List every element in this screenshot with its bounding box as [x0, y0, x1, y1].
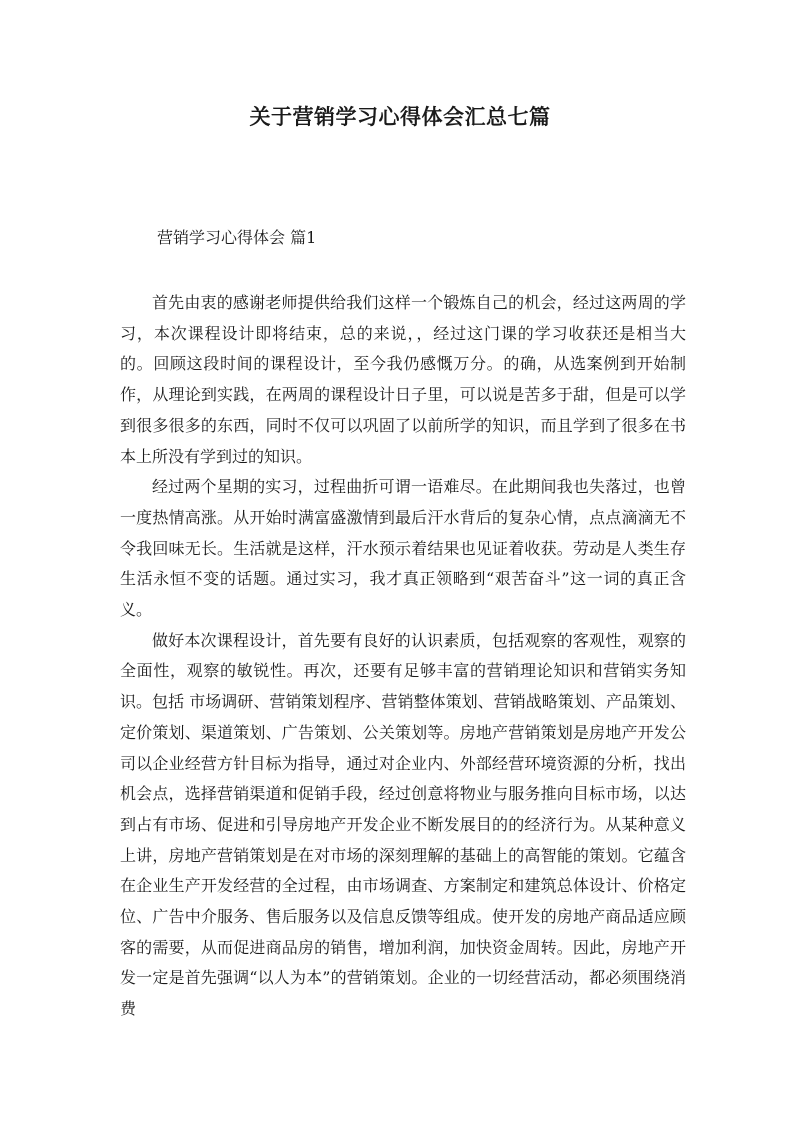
- document-body: [120, 288, 686, 1025]
- document-title: 关于营销学习心得体会汇总七篇: [249, 104, 551, 129]
- paragraph-3: 做好本次课程设计，首先要有良好的认识素质，包括观察的客观性，观察的全面性，观察的敏锐性。再次，还要有足够丰富的营销理论知识和营销实务知识。包括 市场调研、营销策划程序、营销整体策划、营销战略策划、产品策划、定价策划、渠道策划、广告策划、公关策划等。房地产营销策划是房地产开发公司以企业经营方针目标为指导，通过对企业内、外部经营环境资源的分析，找出机会点，选择营销渠道和促销手段，经过创意将物业与服务推向目标市场，以达到占有市场、促进和引导房地产开发企业不断发展目的的经济行为。从某种意义上讲，房地产营销策划是在对市场的深刻理解的基础上的高智能的策划。它蕴含在企业生产开发经营的全过程，由市场调查、方案制定和建筑总体设计、价格定位、广告中介服务、售后服务以及信息反馈等组成。使开发的房地产商品适应顾客的需要，从而促进商品房的销售，增加利润，加快资金周转。因此，房地产开发一定是首先强调“以人为本”的营销策划。企业的一切经营活动，都必须围绕消费: [120, 630, 686, 1019]
- paragraph-2: 经过两个星期的实习，过程曲折可谓一语难尽。在此期间我也失落过，也曾一度热情高涨。从开始时满富盛激情到最后汗水背后的复杂心情，点点滴滴无不令我回味无长。生活就是这样，汗水预示着结果也见证着收获。劳动是人类生存生活永恒不变的话题。通过实习，我才真正领略到“艰苦奋斗”这一词的真正含义。: [120, 477, 686, 620]
- paragraph-1: 首先由衷的感谢老师提供给我们这样一个锻炼自己的机会，经过这两周的学习，本次课程设计即将结束，总的来说，，经过这门课的学习收获还是相当大的。回顾这段时间的课程设计，至今我仍感慨万分。的确，从选案例到开始制作，从理论到实践，在两周的课程设计日子里，可以说是苦多于甜，但是可以学到很多很多的东西，同时不仅可以巩固了以前所学的知识，而且学到了很多在书本上所没有学到过的知识。: [120, 293, 686, 466]
- section-heading: 营销学习心得体会 篇1: [157, 228, 317, 247]
